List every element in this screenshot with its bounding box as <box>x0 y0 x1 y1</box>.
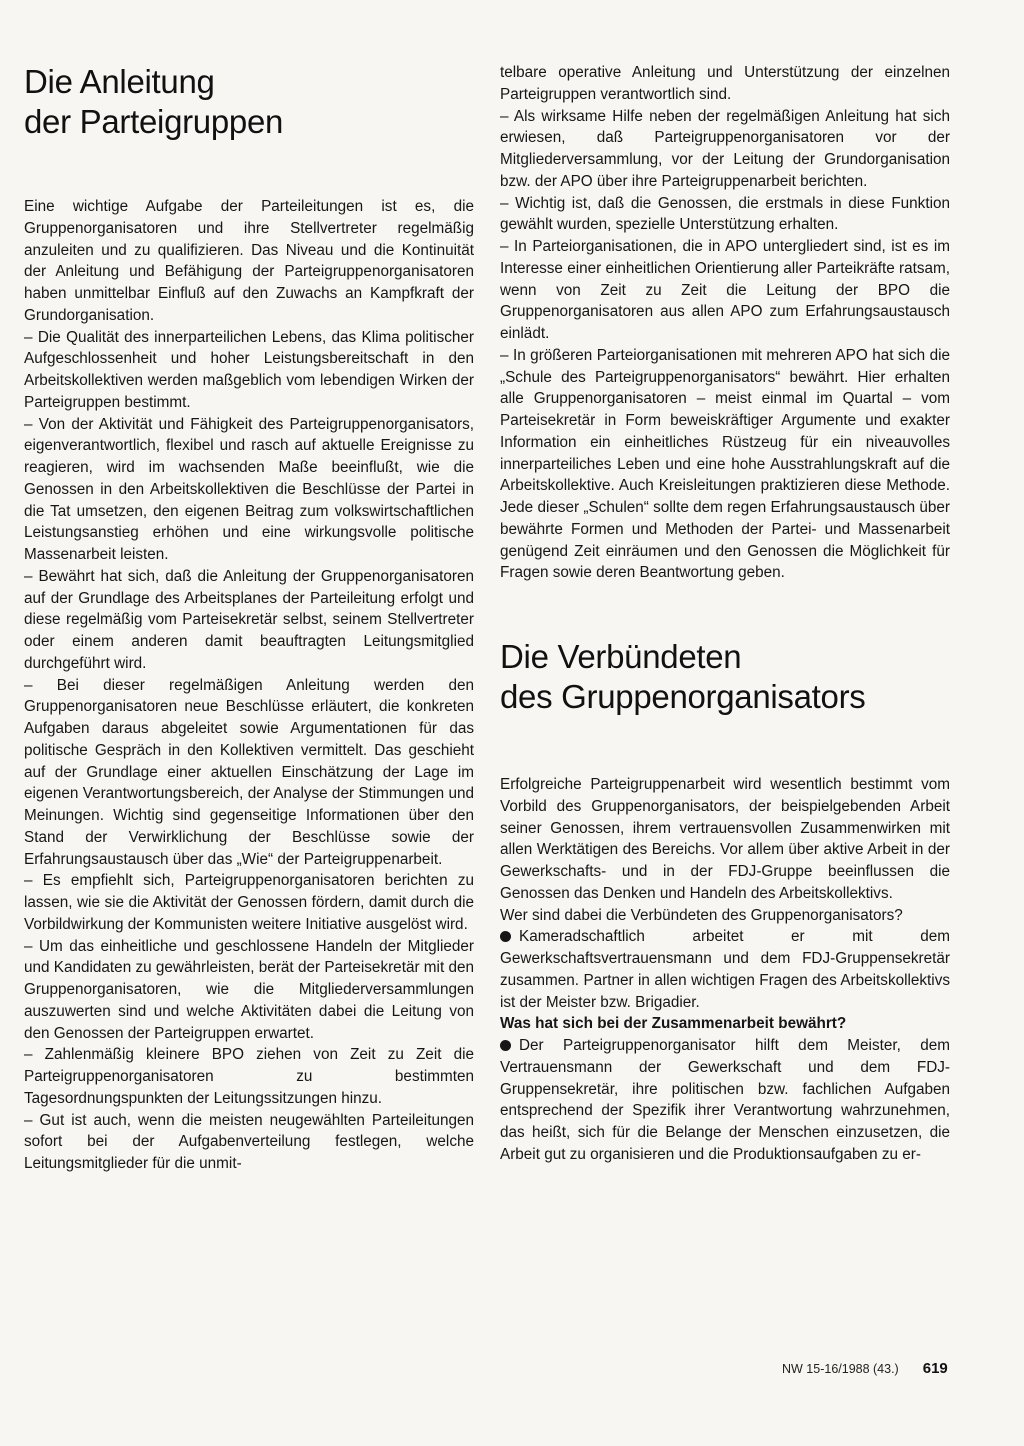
paragraph: – Von der Aktivität und Fähigkeit des Parteigruppenorganisators, eigenverantwortlich, flexibel und rasch auf aktuelle Ereignisse zu reagieren, wird im wachsenden Maße beeinflußt, wie die Genossen in den Arbeitskollektiven die Beschlüsse der Partei in die Tat umsetzen, den eigenen Beitrag zum volkswirtschaftlichen Leistungsanstieg erhöhen und eine wirkungsvolle politische Massenarbeit leisten. <box>24 415 474 563</box>
paragraph: telbare operative Anleitung und Unterstützung der einzelnen Parteigruppen verantwortlich sind. <box>500 64 950 103</box>
heading-line: der Parteigruppen <box>24 103 284 140</box>
paragraph: – Wichtig ist, daß die Genossen, die erstmals in diese Funktion gewählt wurden, spezielle Unterstützung erhalten. <box>500 194 950 234</box>
left-column <box>24 0 474 1175</box>
right-column <box>500 0 950 1166</box>
paragraph: – Um das einheitliche und geschlossene Handeln der Mitglieder und Kandidaten zu gewährleisten, berät der Parteisekretär mit den Gruppenorganisatoren, wie die Mitgliederversammlungen auszuwerten sind und welche Aktivitäten dabei die Leitung von den Genossen der Parteigruppen erwartet. <box>24 937 474 1042</box>
paragraph: Wer sind dabei die Verbündeten des Gruppenorganisators? <box>500 906 903 924</box>
paragraph: – Gut ist auch, wenn die meisten neugewählten Parteileitungen sofort bei der Aufgabenverteilung festlegen, welche Leitungsmitglieder für die unmit- <box>24 1111 474 1172</box>
article-body-continued <box>500 62 950 584</box>
paragraph: – In Parteiorganisationen, die in APO untergliedert sind, ist es im Interesse einer einheitlichen Orientierung aller Parteikräfte ratsam, wenn von Zeit zu Zeit die Leitung der BPO die Gruppenorganisatoren aus allen APO zum Erfahrungsaustausch einlädt. <box>500 238 950 342</box>
section-heading-verbuendete <box>500 637 950 717</box>
paragraph: – Bei dieser regelmäßigen Anleitung werden den Gruppenorganisatoren neue Beschlüsse erläutert, die konkreten Aufgaben daraus abgeleitet sowie Argumentationen für das politische Gespräch in den Kollektiven vermittelt. Das geschieht auf der Grundlage einer aktuellen Einschätzung der Lage im eigenen Verantwortungsbereich, der Analyse der Stimmungen und Meinungen. Wichtig sind gegenseitige Informationen über den Stand der Verwirklichung der Beschlüsse sowie der Erfahrungsaustausch über das „Wie“ der Parteigruppenarbeit. <box>24 676 474 868</box>
paragraph: – Es empfiehlt sich, Parteigruppenorganisatoren berichten zu lassen, wie sie die Aktivität der Genossen fördern, damit durch die Vorbildwirkung der Kommunisten weitere Initiative ausgelöst wird. <box>24 872 474 933</box>
paragraph: Eine wichtige Aufgabe der Parteileitungen ist es, die Gruppenorganisatoren und ihre Stellvertreter regelmäßig anzuleiten und zu qualifizieren. Das Niveau und die Kontinuität der Anleitung und Befähigung der Parteigruppenorganisatoren haben unmittelbar Einfluß auf den Zuwachs an Kampfkraft der Grundorganisation. <box>24 198 474 324</box>
article-body <box>500 774 950 1166</box>
paragraph: – In größeren Parteiorganisationen mit mehreren APO hat sich die „Schule des Parteigruppenorganisators“ bewährt. Hier erhalten alle Gruppenorganisatoren – meist einmal im Quartal – vom Parteisekretär in Form beweiskräftiger Argumente und exakter Information ein einheitliches Rüstzeug für ein niveauvolles innerparteiliches Leben und eine hohe Ausstrahlungskraft auf die Arbeitskollektive. Auch Kreisleitungen praktizieren diese Methode. Jede dieser „Schulen“ sollte dem regen Erfahrungsaustausch über bewährte Formen und Methoden der Partei- und Massenarbeit genügend Zeit einräumen und den Genossen die Möglichkeit für Fragen sowie deren Beantwortung geben. <box>500 346 950 582</box>
heading-line: Die Verbündeten <box>500 638 742 675</box>
bullet-icon <box>500 1040 511 1051</box>
paragraph: – Bewährt hat sich, daß die Anleitung der Gruppenorganisatoren auf der Grundlage des Arbeitsplanes der Parteileitung erfolgt und diese regelmäßig vom Parteisekretär selbst, seinem Stellvertreter oder einem anderen damit beauftragten Leitungsmitglied durchgeführt wird. <box>24 567 474 672</box>
bullet-paragraph <box>500 1035 950 1166</box>
bullet-icon <box>500 931 511 942</box>
heading-line: Die Anleitung <box>24 63 215 100</box>
heading-line: des Gruppenorganisators <box>500 678 866 715</box>
paragraph: – Die Qualität des innerparteilichen Lebens, das Klima politischer Aufgeschlossenheit und hoher Leistungsbereitschaft in den Arbeitskollektiven werden maßgeblich vom lebendigen Wirken der Parteigruppen bestimmt. <box>24 328 474 411</box>
section-heading-anleitung <box>24 62 474 142</box>
page-number: 619 <box>922 1360 948 1377</box>
page-footer <box>782 1360 962 1377</box>
article-body <box>24 196 474 1175</box>
paragraph: Erfolgreiche Parteigruppenarbeit wird wesentlich bestimmt vom Vorbild des Gruppenorganisators, der beispielgebenden Arbeit seiner Genossen, ihrem vertrauensvollen Zusammenwirken mit allen Werktätigen des Bereichs. Vor allem über aktive Arbeit in der Gewerkschafts- und in der FDJ-Gruppe beeinflussen die Genossen das Denken und Handeln des Arbeitskollektivs. <box>500 776 950 902</box>
bullet-paragraph <box>500 926 950 1013</box>
paragraph: – Als wirksame Hilfe neben der regelmäßigen Anleitung hat sich erwiesen, daß Parteigruppenorganisatoren vor der Mitgliederversammlung, vor der Leitung der Grundorganisation bzw. der APO über ihre Parteigruppenarbeit berichten. <box>500 107 950 190</box>
bullet-text: Kameradschaftlich arbeitet er mit dem Gewerkschaftsvertrauensmann und dem FDJ-Gruppensekretär zusammen. Partner in allen wichtigen Fragen des Arbeitskollektivs ist der Meister bzw. Brigadier. <box>500 928 950 1011</box>
paragraph: – Zahlenmäßig kleinere BPO ziehen von Zeit zu Zeit die Parteigruppenorganisatoren zu bestimmten Tagesordnungspunkten der Leitungssitzungen hinzu. <box>24 1046 474 1107</box>
issue-label: NW 15-16/1988 (43.) <box>782 1362 899 1376</box>
bullet-text: Der Parteigruppenorganisator hilft dem Meister, dem Vertrauensmann der Gewerkschaft und dem FDJ-Gruppensekretär, ihre politischen bzw. fachlichen Aufgaben entsprechend der Spezifik ihrer Verantwortung wahrzunehmen, das heißt, sich für die Belange der Menschen einzusetzen, die Arbeit gut zu organisieren und die Produktionsaufgaben zu er- <box>500 1037 950 1163</box>
bold-question: Was hat sich bei der Zusammenarbeit bewährt? <box>500 1015 847 1033</box>
